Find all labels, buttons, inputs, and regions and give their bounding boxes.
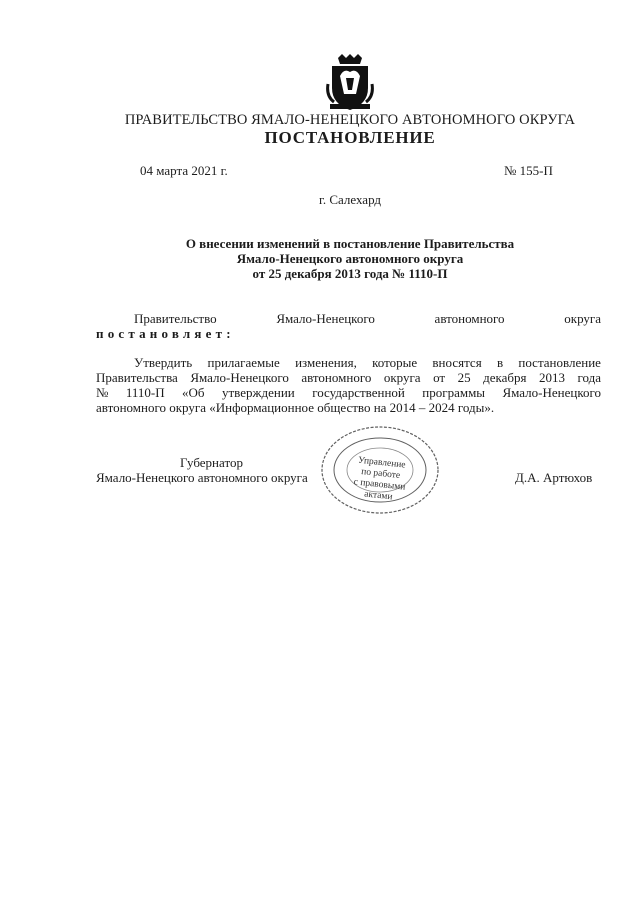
- body-word: 2013: [538, 370, 565, 385]
- body-word: вносятся: [432, 355, 482, 370]
- preamble-line: [96, 311, 601, 326]
- document-city: г. Салехард: [318, 192, 382, 207]
- document-title: [0, 236, 640, 281]
- body-word: в: [496, 355, 504, 370]
- body-word: прилагаемые: [207, 355, 280, 370]
- document-type: ПОСТАНОВЛЕНИЕ: [264, 128, 436, 147]
- body-word: Утвердить: [134, 355, 193, 370]
- coat-of-arms-icon: [326, 54, 374, 112]
- body-word: от: [433, 370, 446, 385]
- body-word: автономного: [301, 370, 372, 385]
- stamp-text: [338, 454, 422, 506]
- body-word: «Об: [182, 385, 205, 400]
- stamp-text-line: Управление: [357, 455, 406, 471]
- preamble: [96, 311, 601, 341]
- body-word: которые: [372, 355, 418, 370]
- body-word: Ямало-Ненецкого: [502, 385, 601, 400]
- body-line-2: [96, 370, 601, 385]
- document-number: № 155-П: [504, 163, 553, 178]
- body-word: округа: [383, 370, 421, 385]
- preamble-word: автономного: [434, 311, 505, 326]
- stamp-text-line: по работе: [360, 467, 401, 482]
- body-word: 25: [457, 370, 471, 385]
- body-line-1: [96, 355, 601, 370]
- body-line-3: [96, 385, 601, 400]
- body-word: постановление: [518, 355, 601, 370]
- body-word: программы: [422, 385, 486, 400]
- decree-word: постановляет:: [96, 326, 235, 341]
- body-word: 1110-П: [125, 385, 165, 400]
- body-word: изменения,: [295, 355, 357, 370]
- preamble-word: округа: [564, 311, 601, 326]
- body-word: года: [577, 370, 601, 385]
- body-word: утверждении: [222, 385, 295, 400]
- body-paragraph: [96, 355, 601, 415]
- body-word: декабря: [483, 370, 527, 385]
- signatory-name: Д.А. Артюхов: [515, 470, 593, 485]
- body-line-4: автономного округа «Информационное общество на 2014 – 2024 годы».: [96, 400, 495, 415]
- organization-name: ПРАВИТЕЛЬСТВО ЯМАЛО-НЕНЕЦКОГО АВТОНОМНОГО ОКРУГА: [124, 112, 576, 128]
- preamble-word: Ямало-Ненецкого: [276, 311, 375, 326]
- title-line-3: от 25 декабря 2013 года № 1110-П: [252, 266, 448, 281]
- title-line-2: Ямало-Ненецкого автономного округа: [236, 251, 464, 266]
- stamp-text-line: актами: [363, 489, 393, 503]
- stamp-text-line: с правовыми: [353, 477, 406, 493]
- body-word: государственной: [312, 385, 405, 400]
- body-word: Ямало-Ненецкого: [190, 370, 289, 385]
- body-word: №: [96, 385, 109, 400]
- document-date: 04 марта 2021 г.: [140, 163, 228, 178]
- signatory-organization: Ямало-Ненецкого автономного округа: [96, 470, 308, 485]
- preamble-word: Правительство: [134, 311, 217, 326]
- title-line-1: О внесении изменений в постановление Правительства: [185, 236, 515, 251]
- signatory-role: Губернатор: [180, 455, 243, 470]
- body-word: Правительства: [96, 370, 178, 385]
